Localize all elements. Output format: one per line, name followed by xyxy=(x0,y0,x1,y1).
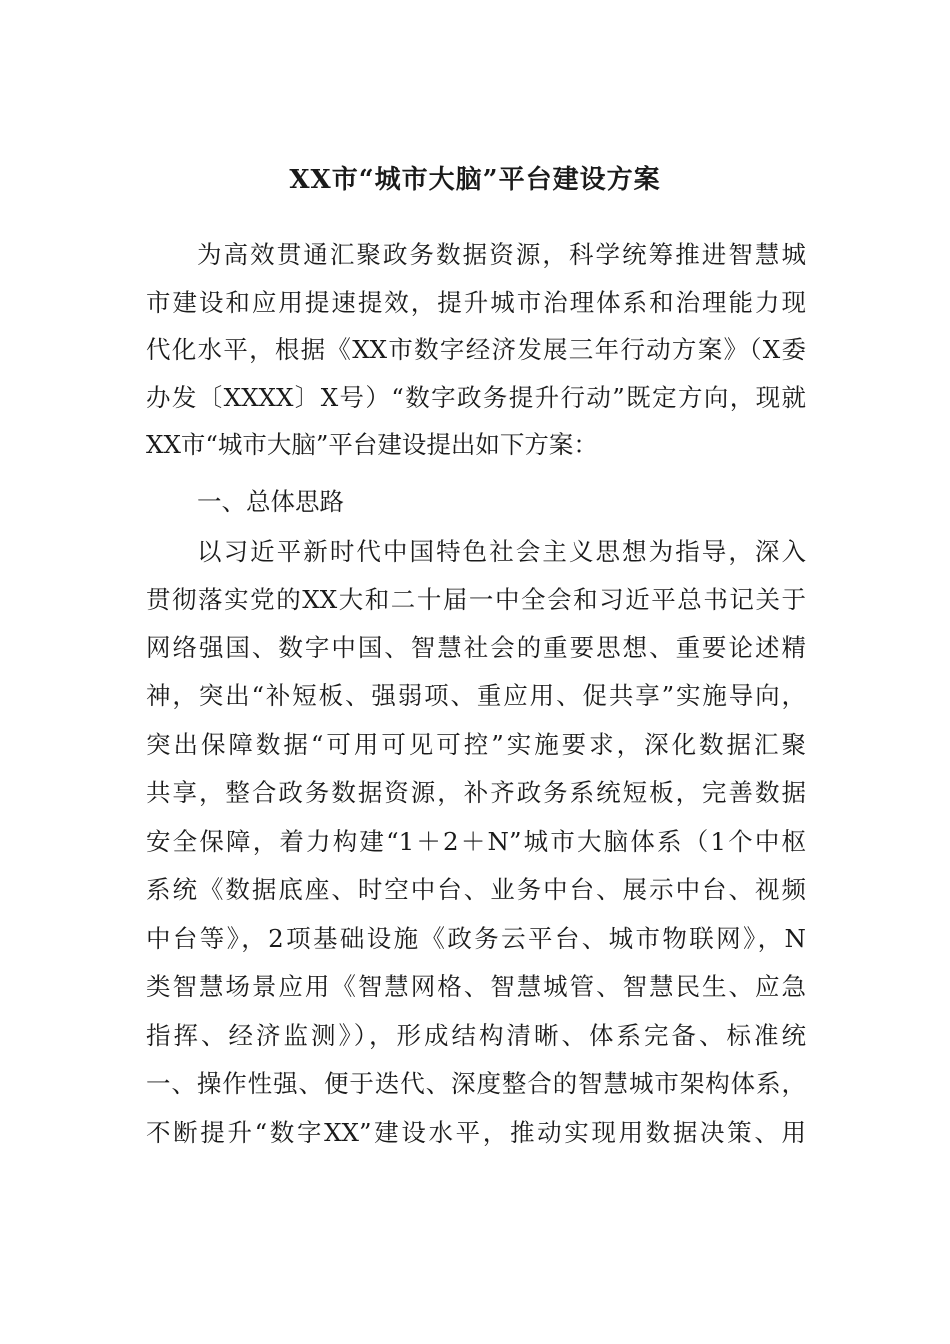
body-line: 中台等》，2项基础设施《政务云平台、城市物联网》，N xyxy=(146,924,806,953)
body-line: 突出保障数据“可用可见可控”实施要求，深化数据汇聚 xyxy=(146,730,806,759)
document-title: XX市“城市大脑”平台建设方案 xyxy=(289,165,661,195)
intro-line: 为高效贯通汇聚政务数据资源，科学统筹推进智慧城 xyxy=(197,240,806,269)
intro-line: XX市“城市大脑”平台建设提出如下方案： xyxy=(146,430,598,459)
body-line: 贯彻落实党的XX大和二十届一中全会和习近平总书记关于 xyxy=(146,585,806,614)
section-heading: 一、总体思路 xyxy=(197,487,344,516)
body-line: 网络强国、数字中国、智慧社会的重要思想、重要论述精 xyxy=(146,633,806,662)
body-line: 指挥、经济监测》），形成结构清晰、体系完备、标准统 xyxy=(146,1021,806,1050)
body-line: 以习近平新时代中国特色社会主义思想为指导，深入 xyxy=(197,537,806,566)
body-line: 一、操作性强、便于迭代、深度整合的智慧城市架构体系， xyxy=(146,1069,806,1098)
body-line: 共享，整合政务数据资源，补齐政务系统短板，完善数据 xyxy=(146,778,806,807)
intro-line: 市建设和应用提速提效，提升城市治理体系和治理能力现 xyxy=(146,288,806,317)
body-line: 神，突出“补短板、强弱项、重应用、促共享”实施导向， xyxy=(146,681,806,710)
body-line: 不断提升“数字XX”建设水平，推动实现用数据决策、用 xyxy=(146,1118,806,1147)
intro-line: 办发〔XXXX〕X号）“数字政务提升行动”既定方向，现就 xyxy=(146,383,806,412)
body-line: 类智慧场景应用《智慧网格、智慧城管、智慧民生、应急 xyxy=(146,972,806,1001)
body-line: 系统《数据底座、时空中台、业务中台、展示中台、视频 xyxy=(146,875,806,904)
body-line: 安全保障，着力构建“1＋2＋N”城市大脑体系（1个中枢 xyxy=(146,827,806,856)
intro-line: 代化水平，根据《XX市数字经济发展三年行动方案》（X委 xyxy=(146,335,806,364)
